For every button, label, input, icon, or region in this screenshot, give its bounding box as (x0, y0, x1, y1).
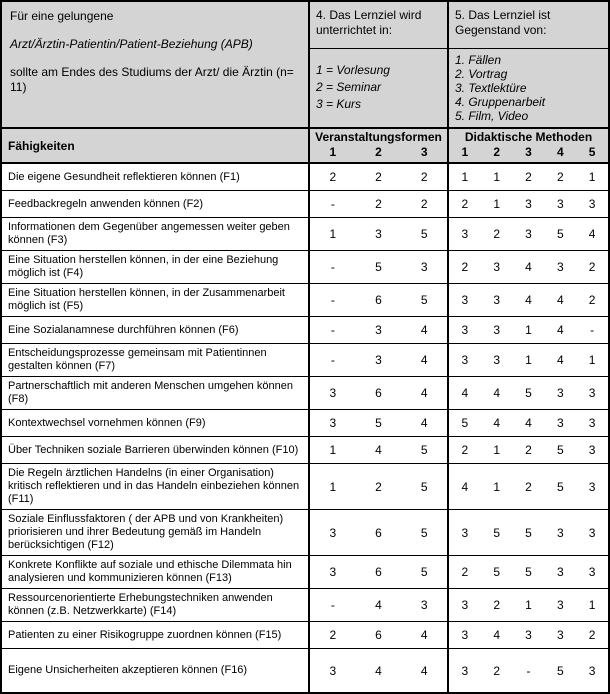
methode-value: 1 (493, 197, 501, 211)
veranstaltung-value: 2 (329, 628, 337, 642)
veranstaltung-value: 3 (375, 323, 382, 337)
methode-value: 3 (588, 525, 596, 540)
intro-line-3: sollte am Endes des Studiums der Arzt/ die Ärztin (n= 11) (10, 65, 294, 94)
didaktische-methoden-values (449, 464, 608, 509)
legend-item: 2. Vortrag (455, 67, 508, 81)
methode-value: 3 (493, 260, 501, 274)
veranstaltung-value: 2 (329, 170, 337, 184)
skill-label: Informationen dem Gegenüber angemessen weiter geben können (F3) (2, 218, 310, 250)
legend-item: 5. Film, Video (455, 109, 529, 123)
methode-value: 3 (461, 353, 469, 367)
veranstaltungsformen-values (310, 622, 449, 648)
methode-value: 1 (525, 323, 532, 337)
table-row (2, 191, 608, 218)
table-row (2, 251, 608, 284)
methode-value: 3 (556, 598, 564, 612)
methode-value: 3 (525, 197, 532, 211)
legend-item: 1. Fällen (455, 53, 502, 67)
methode-value: 2 (461, 197, 469, 211)
veranstaltungsformen-values (310, 317, 449, 343)
column4-legend (310, 49, 447, 127)
veranstaltung-value: 2 (420, 197, 428, 211)
skill-label: Entscheidungsprozesse gemeinsam mit Patientinnen gestalten können (F7) (2, 344, 310, 376)
skill-label: Eigene Unsicherheiten akzeptieren können (F16) (2, 649, 310, 692)
veranstaltung-value: 4 (420, 628, 428, 642)
methode-value: 1 (588, 598, 596, 612)
veranstaltungsformen-values (310, 377, 449, 409)
methode-value: 3 (461, 628, 469, 642)
methode-value: 3 (556, 416, 564, 430)
table-row (2, 317, 608, 344)
veranstaltungsformen-values (310, 437, 449, 463)
methode-value: 2 (493, 598, 501, 612)
subcolumn-header: 1 (461, 145, 469, 159)
skill-label: Eine Situation herstellen können, in der Zusammenarbeit möglich ist (F5) (2, 284, 310, 316)
methode-value: 3 (588, 416, 596, 430)
veranstaltung-value: 3 (329, 565, 337, 579)
methode-value: 3 (525, 227, 532, 241)
subcolumn-header: 4 (556, 145, 564, 159)
group2-subcolumns (449, 145, 608, 162)
veranstaltung-value: 2 (375, 197, 382, 211)
intro-line-1: Für eine gelungene (10, 9, 114, 23)
methode-value: 2 (525, 170, 532, 184)
table-row (2, 437, 608, 464)
methode-value: 2 (493, 227, 501, 241)
didaktische-methoden-values (449, 437, 608, 463)
veranstaltung-value: 6 (375, 293, 382, 307)
veranstaltung-value: 4 (375, 598, 382, 612)
methode-value: 3 (556, 197, 564, 211)
veranstaltungsformen-values (310, 191, 449, 217)
methode-value: 4 (556, 293, 564, 307)
group1-title: Veranstaltungsformen (315, 130, 442, 144)
methode-value: 1 (588, 170, 596, 184)
veranstaltung-value: - (330, 323, 335, 337)
veranstaltungsformen-values (310, 344, 449, 376)
methode-value: 3 (493, 323, 501, 337)
methode-value: 5 (461, 416, 469, 430)
methode-value: 2 (588, 628, 596, 642)
methode-value: 1 (525, 353, 532, 367)
legend-item: 3. Textlektüre (455, 81, 527, 95)
veranstaltung-value: 5 (375, 416, 382, 430)
skills-column-header: Fähigkeiten (2, 129, 310, 162)
methode-value: 4 (525, 293, 532, 307)
skill-label: Die eigene Gesundheit reflektieren können (F1) (2, 164, 310, 190)
methode-value: 3 (525, 628, 532, 642)
veranstaltung-value: 5 (420, 479, 428, 494)
methode-value: 4 (493, 628, 501, 642)
methode-value: 3 (461, 525, 469, 540)
veranstaltung-value: 5 (420, 293, 428, 307)
veranstaltungsformen-values (310, 284, 449, 316)
veranstaltung-value: 3 (375, 227, 382, 241)
didaktische-methoden-values (449, 377, 608, 409)
didaktische-methoden-values (449, 622, 608, 648)
group1-subcolumns (310, 145, 447, 162)
skill-label: Patienten zu einer Risikogruppe zuordnen können (F15) (2, 622, 310, 648)
methode-value: 5 (493, 525, 501, 540)
veranstaltung-value: 3 (375, 353, 382, 367)
methode-value: - (526, 663, 531, 678)
methode-value: 4 (461, 479, 469, 494)
veranstaltung-value: 4 (420, 386, 428, 400)
group2-title: Didaktische Methoden (464, 130, 593, 144)
methode-value: 5 (556, 479, 564, 494)
veranstaltung-value: 2 (375, 479, 382, 494)
intro-cell (2, 2, 310, 127)
veranstaltungsformen-values (310, 164, 449, 190)
veranstaltung-value: 4 (420, 663, 428, 678)
methode-value: 1 (588, 353, 596, 367)
table-row (2, 589, 608, 622)
methode-value: 1 (525, 598, 532, 612)
subcolumn-header: 1 (329, 145, 337, 159)
legend-item: 1 = Vorlesung (316, 63, 390, 77)
didaktische-methoden-group-header (449, 129, 608, 162)
veranstaltung-value: - (330, 293, 335, 307)
methode-value: 2 (556, 170, 564, 184)
didaktische-methoden-values (449, 317, 608, 343)
column5-legend (449, 49, 608, 127)
methode-value: 3 (461, 598, 469, 612)
methode-value: 5 (556, 663, 564, 678)
intro-line-2-apb: Arzt/Ärztin-Patientin/Patient-Beziehung (APB) (10, 37, 253, 51)
veranstaltungsformen-values (310, 464, 449, 509)
veranstaltung-value: 2 (375, 170, 382, 184)
methode-value: 3 (461, 227, 469, 241)
methode-value: 4 (556, 353, 564, 367)
methode-value: 3 (588, 386, 596, 400)
veranstaltungsformen-values (310, 410, 449, 436)
methode-value: - (590, 323, 595, 337)
veranstaltung-value: 1 (329, 443, 337, 457)
skill-label: Eine Sozialanamnese durchführen können (F6) (2, 317, 310, 343)
methode-value: 4 (493, 416, 501, 430)
methode-value: 2 (461, 443, 469, 457)
veranstaltungsformen-values (310, 556, 449, 588)
veranstaltungsformen-values (310, 510, 449, 555)
methode-value: 4 (525, 260, 532, 274)
didaktische-methoden-values (449, 589, 608, 621)
veranstaltung-value: 5 (375, 260, 382, 274)
methode-value: 2 (461, 565, 469, 579)
methode-value: 3 (556, 260, 564, 274)
column5-title: 5. Das Lernziel ist Gegenstand von: (449, 2, 608, 49)
veranstaltung-value: - (330, 260, 335, 274)
didaktische-methoden-values (449, 284, 608, 316)
methode-value: 3 (588, 663, 596, 678)
table-row (2, 510, 608, 556)
skill-label: Partnerschaftlich mit anderen Menschen umgehen können (F8) (2, 377, 310, 409)
methode-value: 3 (556, 386, 564, 400)
skill-label: Kontextwechsel vornehmen können (F9) (2, 410, 310, 436)
subcolumn-header: 3 (525, 145, 532, 159)
methode-value: 2 (525, 479, 532, 494)
methode-value: 1 (461, 170, 469, 184)
didaktische-methoden-values (449, 191, 608, 217)
methode-value: 1 (493, 479, 501, 494)
legend-item: 4. Gruppenarbeit (455, 95, 546, 109)
methode-value: 5 (493, 565, 501, 579)
veranstaltung-value: 4 (375, 443, 382, 457)
didaktische-methoden-values (449, 649, 608, 692)
veranstaltungsformen-group-header (310, 129, 449, 162)
methode-value: 3 (588, 197, 596, 211)
skill-label: Über Techniken soziale Barrieren überwinden können (F10) (2, 437, 310, 463)
methode-value: 3 (461, 663, 469, 678)
methode-value: 3 (556, 525, 564, 540)
methode-value: 5 (556, 227, 564, 241)
skill-label: Die Regeln ärztlichen Handelns (in einer Organisation) kritisch reflektieren und in das Handeln einbeziehen können (F11) (2, 464, 310, 509)
veranstaltung-value: - (330, 353, 335, 367)
methode-value: 2 (525, 443, 532, 457)
subcolumn-header: 5 (588, 145, 596, 159)
veranstaltung-value: - (330, 197, 335, 211)
veranstaltung-value: 4 (420, 416, 428, 430)
skills-rows (2, 164, 608, 692)
veranstaltung-value: 3 (420, 260, 428, 274)
skill-label: Soziale Einflussfaktoren ( der APB und von Krankheiten) priorisieren und ihrer Bedeutung gemäß im Handeln berücksichtigen (F12) (2, 510, 310, 555)
didaktische-methoden-values (449, 510, 608, 555)
veranstaltungsformen-values (310, 649, 449, 692)
veranstaltung-value: 6 (375, 565, 382, 579)
legend-item: 2 = Seminar (316, 80, 382, 94)
skill-label: Konkrete Konflikte auf soziale und ethische Dilemmata hin analysieren und kommunizieren können (F13) (2, 556, 310, 588)
column4-header-cell (310, 2, 449, 127)
subcolumn-header: 2 (375, 145, 382, 159)
skill-label: Ressourcenorientierte Erhebungstechniken anwenden können (z.B. Netzwerkkarte) (F14) (2, 589, 310, 621)
veranstaltung-value: 5 (420, 227, 428, 241)
veranstaltung-value: 4 (375, 663, 382, 678)
methode-value: 3 (493, 293, 501, 307)
veranstaltung-value: 3 (420, 598, 428, 612)
methode-value: 2 (588, 260, 596, 274)
column4-title: 4. Das Lernziel wird unterrichtet in: (310, 2, 447, 49)
veranstaltungsformen-values (310, 218, 449, 250)
veranstaltung-value: 6 (375, 525, 382, 540)
methode-value: 5 (556, 443, 564, 457)
table-row (2, 410, 608, 437)
table-row (2, 556, 608, 589)
veranstaltung-value: 1 (329, 227, 337, 241)
veranstaltungsformen-values (310, 251, 449, 283)
methode-value: 3 (588, 565, 596, 579)
table-header-block (2, 2, 608, 129)
subcolumn-header: 2 (493, 145, 501, 159)
methode-value: 2 (588, 293, 596, 307)
veranstaltungsformen-values (310, 589, 449, 621)
methode-value: 2 (493, 663, 501, 678)
table-row (2, 622, 608, 649)
subcolumn-header: 3 (420, 145, 428, 159)
column-header-row (2, 129, 608, 164)
didaktische-methoden-values (449, 344, 608, 376)
didaktische-methoden-values (449, 251, 608, 283)
didaktische-methoden-values (449, 218, 608, 250)
methode-value: 3 (556, 628, 564, 642)
methode-value: 3 (493, 353, 501, 367)
methode-value: 4 (588, 227, 596, 241)
methode-value: 1 (493, 443, 501, 457)
table-row (2, 218, 608, 251)
veranstaltung-value: 5 (420, 443, 428, 457)
legend-item: 3 = Kurs (316, 97, 362, 111)
column5-header-cell (449, 2, 608, 127)
methode-value: 3 (461, 293, 469, 307)
table-row (2, 164, 608, 191)
methode-value: 3 (556, 565, 564, 579)
didaktische-methoden-values (449, 410, 608, 436)
table-row (2, 344, 608, 377)
table-row (2, 284, 608, 317)
methode-value: 5 (525, 565, 532, 579)
methode-value: 1 (493, 170, 501, 184)
table-row (2, 464, 608, 510)
methode-value: 5 (525, 386, 532, 400)
didaktische-methoden-values (449, 164, 608, 190)
veranstaltung-value: 5 (420, 525, 428, 540)
methode-value: 4 (461, 386, 469, 400)
methode-value: 5 (525, 525, 532, 540)
veranstaltung-value: 3 (329, 386, 337, 400)
methode-value: 3 (588, 479, 596, 494)
table-row (2, 377, 608, 410)
veranstaltung-value: 2 (420, 170, 428, 184)
veranstaltung-value: 6 (375, 628, 382, 642)
table-row (2, 649, 608, 692)
skill-label: Feedbackregeln anwenden können (F2) (2, 191, 310, 217)
veranstaltung-value: 5 (420, 565, 428, 579)
skill-label: Eine Situation herstellen können, in der eine Beziehung möglich ist (F4) (2, 251, 310, 283)
methode-value: 4 (525, 416, 532, 430)
veranstaltung-value: 3 (329, 416, 337, 430)
didaktische-methoden-values (449, 556, 608, 588)
veranstaltung-value: 4 (420, 353, 428, 367)
methode-value: 4 (493, 386, 501, 400)
veranstaltung-value: - (330, 598, 335, 612)
methode-value: 3 (461, 323, 469, 337)
methode-value: 4 (556, 323, 564, 337)
veranstaltung-value: 3 (329, 525, 337, 540)
veranstaltung-value: 6 (375, 386, 382, 400)
veranstaltung-value: 4 (420, 323, 428, 337)
veranstaltung-value: 3 (329, 663, 337, 678)
methode-value: 2 (461, 260, 469, 274)
veranstaltung-value: 1 (329, 479, 337, 494)
methode-value: 3 (588, 443, 596, 457)
